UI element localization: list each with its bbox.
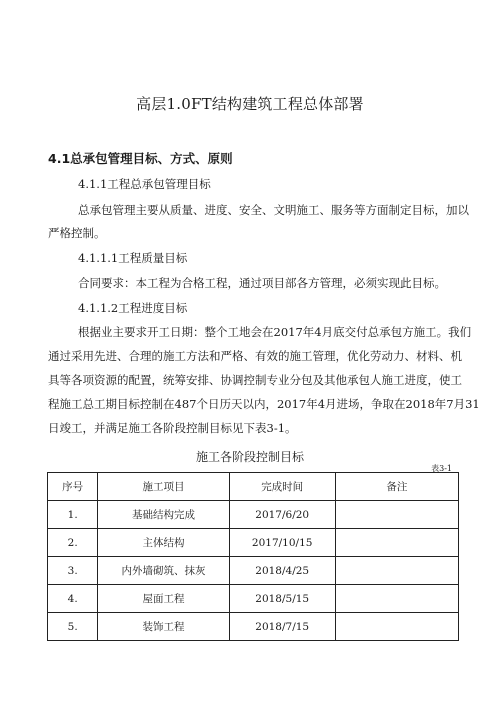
paragraph-line: 根据业主要求开工日期：整个工地会在2017年4月底交付总承包方施工。我们: [78, 325, 472, 339]
table-cell: [335, 501, 458, 529]
paragraph-line: 日竣工，并满足施工各阶段控制目标见下表3-1。: [48, 421, 297, 435]
table-cell: 屋面工程: [98, 585, 229, 613]
document-title: 高层1.0FT结构建筑工程总体部署: [136, 95, 364, 113]
table-cell: [335, 529, 458, 557]
subsection-heading-quality: 4.1.1.1工程质量目标: [78, 251, 188, 265]
table-cell: 2018/7/15: [229, 613, 335, 641]
table-cell: 主体结构: [98, 529, 229, 557]
table-row: [48, 501, 459, 529]
table-cell: 2.: [48, 529, 98, 557]
table-cell: 2018/5/15: [229, 585, 335, 613]
table-cell: 1.: [48, 501, 98, 529]
paragraph-line: 严格控制。: [48, 226, 106, 240]
table-row: [48, 557, 459, 585]
table-cell: 5.: [48, 613, 98, 641]
table-header-row: [48, 473, 459, 501]
paragraph-line: 通过采用先进、合理的施工方法和严格、有效的施工管理，优化劳动力、材料、机: [48, 349, 462, 363]
header-cell: 完成时间: [229, 473, 335, 501]
table-cell: 基础结构完成: [98, 501, 229, 529]
schedule-table: [47, 472, 459, 641]
table-row: [48, 585, 459, 613]
paragraph-line: 具等各项资源的配置，统筹安排、协调控制专业分包及其他承包人施工进度，使工: [48, 373, 462, 387]
subsection-heading-schedule: 4.1.1.2工程进度目标: [78, 301, 188, 315]
table-cell: [335, 585, 458, 613]
table-row: [48, 529, 459, 557]
header-cell: 备注: [335, 473, 458, 501]
table-cell: 内外墙砌筑、抹灰: [98, 557, 229, 585]
table-cell: 2018/4/25: [229, 557, 335, 585]
paragraph-line: 程施工总工期目标控制在487个日历天以内，2017年4月进场，争取在2018年7月31: [48, 397, 480, 411]
header-cell: 施工项目: [98, 473, 229, 501]
table-cell: 2017/10/15: [229, 529, 335, 557]
table-cell: 4.: [48, 585, 98, 613]
table-caption: 施工各阶段控制目标: [195, 450, 304, 464]
table-cell: 装饰工程: [98, 613, 229, 641]
table-cell: [335, 557, 458, 585]
table-row: [48, 613, 459, 641]
table-cell: 2017/6/20: [229, 501, 335, 529]
table-number: 表3-1: [431, 464, 452, 473]
table-cell: 3.: [48, 557, 98, 585]
table-cell: [335, 613, 458, 641]
paragraph-line: 总承包管理主要从质量、进度、安全、文明施工、服务等方面制定目标，加以: [78, 203, 469, 217]
header-cell: 序号: [48, 473, 98, 501]
subsection-heading-total-management: 4.1.1工程总承包管理目标: [78, 177, 211, 191]
section-heading: 4.1总承包管理目标、方式、原则: [48, 151, 233, 166]
paragraph-line: 合同要求：本工程为合格工程，通过项目部各方管理，必须实现此目标。: [78, 276, 446, 290]
